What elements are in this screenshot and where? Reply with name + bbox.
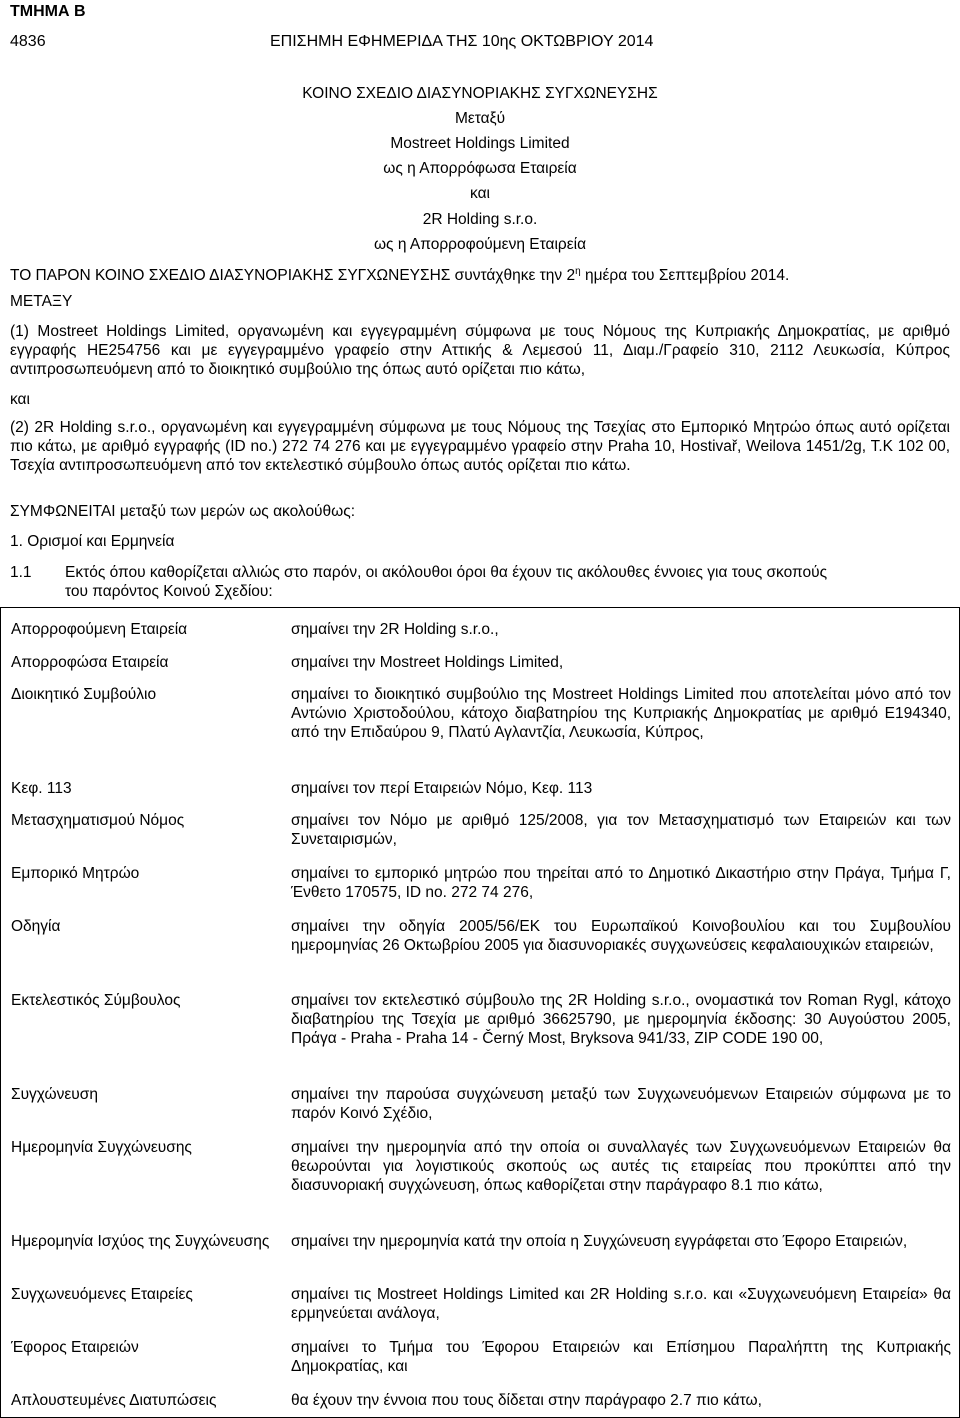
definition-meaning: σημαίνει την παρούσα συγχώνευση μεταξύ των Συγχωνευόμενων Εταιρειών σύμφωνα με το παρόν Κοινό Σχέδιο, [291, 1086, 951, 1122]
definition-term: Εκτελεστικός Σύμβουλος [11, 992, 181, 1009]
party-1: (1) Mostreet Holdings Limited, οργανωμένη και εγγεγραμμένη σύμφωνα με τους Νόμους της Κυπριακής Δημοκρατίας, με αριθμό εγγραφής ΗΕ254756 και με εγγεγραμμένο γραφείο στην Αττικής & Λεμεσού 11, Διαμ./Γραφείο 310, 2112 Λευκωσία, Κύπρος αντιπροσωπευόμενη από το διοικητικό συμβούλιο της όπως αυτό ορίζεται πιο κάτω, [10, 323, 950, 378]
definition-meaning: σημαίνει το εμπορικό μητρώο που τηρείται από το Δημοτικό Δικαστήριο στην Πράγα, Τμήμα Γ, Ένθετο 170575, ID no. 272 74 276, [291, 865, 951, 901]
absorbing-company-role: ως η Απορρόφωσα Εταιρεία [383, 160, 577, 177]
gazette-title: ΕΠΙΣΗΜΗ ΕΦΗΜΕΡΙΔΑ ΤΗΣ 10ης ΟΚΤΩΒΡΙΟΥ 2014 [270, 33, 654, 50]
definition-meaning: σημαίνει την ημερομηνία από την οποία οι συναλλαγές των Συγχωνευόμενων Εταιρειών θα θεωρούνται για λογιστικούς σκοπούς ως αυτές τις εταιρείας που προκύπτει από την διασυνοριακή συγχώνευση, όπως καθορίζεται στην παράγραφο 8.1 πιο κάτω, [291, 1139, 951, 1194]
definition-term: Εμπορικό Μητρώο [11, 865, 140, 882]
definition-meaning: σημαίνει το Τμήμα του Έφορου Εταιρειών και Επίσημου Παραλήπτη της Κυπριακής Δημοκρατίας, και [291, 1339, 951, 1375]
between-label: Μεταξύ [454, 110, 506, 127]
definition-meaning: σημαίνει την 2R Holding s.r.o., [291, 621, 499, 638]
absorbed-company-name: 2R Holding s.r.o. [422, 211, 538, 228]
agreement-statement: ΣΥΜΦΩΝΕΙΤΑΙ μεταξύ των μερών ως ακολούθως: [10, 503, 356, 520]
section-heading: 1. Ορισμοί και Ερμηνεία [10, 533, 175, 550]
clause-text-line-1: Εκτός όπου καθορίζεται αλλιώς στο παρόν, οι ακόλουθοι όροι θα έχουν τις ακόλουθες έννοιες για τους σκοπούς [65, 564, 828, 581]
definition-meaning: σημαίνει τον περί Εταιρειών Νόμο, Κεφ. 113 [291, 780, 593, 797]
definition-term: Έφορος Εταιρειών [11, 1339, 139, 1356]
party-2: (2) 2R Holding s.r.o., οργανωμένη και εγγεγραμμένη σύμφωνα με τους Νόμους της Τσεχίας στο Εμπορικό Μητρώο όπως αυτό ορίζεται πιο κάτω, με αριθμό εγγραφής (ID no.) 272 74 276 και με εγγεγραμμένο γραφείο στην Praha 10, Hostivař, Weilova 1451/2g, T.K 102 00, Τσεχία αντιπροσωπευόμενη από τον εκτελεστικό σύμβουλο όπως αυτός ορίζεται πιο κάτω. [10, 419, 950, 474]
absorbing-company-name: Mostreet Holdings Limited [390, 135, 570, 152]
plan-title: ΚΟΙΝΟ ΣΧΕΔΙΟ ΔΙΑΣΥΝΟΡΙΑΚΗΣ ΣΥΓΧΩΝΕΥΣΗΣ [302, 85, 658, 102]
definition-term: Διοικητικό Συμβούλιο [11, 686, 157, 703]
definition-term: Ημερομηνία Ισχύος της Συγχώνευσης [11, 1233, 270, 1250]
parties-and: και [10, 391, 30, 408]
definition-meaning: θα έχουν την έννοια που τους δίδεται στην παράγραφο 2.7 πιο κάτω, [291, 1392, 762, 1409]
definition-meaning: σημαίνει τις Mostreet Holdings Limited και 2R Holding s.r.o. και «Συγχωνευόμενη Εταιρεία» θα ερμηνεύεται ανάλογα, [291, 1286, 951, 1322]
clause-text-line-2: του παρόντος Κοινού Σχεδίου: [65, 583, 273, 600]
definition-meaning: σημαίνει την ημερομηνία κατά την οποία η Συγχώνευση εγγράφεται στο Έφορο Εταιρειών, [291, 1233, 908, 1250]
definition-term: Συγχώνευση [11, 1086, 98, 1103]
definition-term: Ημερομηνία Συγχώνευσης [11, 1139, 192, 1156]
definition-term: Κεφ. 113 [11, 780, 72, 797]
definition-meaning: σημαίνει την οδηγία 2005/56/ΕΚ του Ευρωπαϊκού Κοινοβουλίου και του Συμβουλίου ημερομηνίας 26 Οκτωβρίου 2005 για διασυνοριακές συγχωνεύσεις κεφαλαιουχικών εταιρειών, [291, 918, 951, 954]
and-label: και [470, 185, 490, 202]
definition-meaning: σημαίνει τον Νόμο με αριθμό 125/2008, για τον Μετασχηματισμό των Εταιρειών και των Συνεταιρισμών, [291, 812, 951, 848]
definition-term: Οδηγία [11, 918, 61, 935]
definition-term: Απορροφώσα Εταιρεία [11, 654, 169, 671]
definition-meaning: σημαίνει την Mostreet Holdings Limited, [291, 654, 564, 671]
definitions-table [0, 607, 960, 1418]
definition-term: Συγχωνευόμενες Εταιρείες [11, 1286, 193, 1303]
section-label: ΤΜΗΜΑ Β [10, 3, 86, 20]
definition-meaning: σημαίνει το διοικητικό συμβούλιο της Mostreet Holdings Limited που αποτελείται μόνο από τον Αντώνιο Χριστοδούλου, κάτοχο διαβατηρίου της Κυπριακής Δημοκρατίας με αριθμό Ε194340, από την Επιδαύρου 9, Πλατύ Αγλαντζία, Λευκωσία, Κύπρος, [291, 686, 951, 741]
intro-sentence: ΤΟ ΠΑΡΟΝ ΚΟΙΝΟ ΣΧΕΔΙΟ ΔΙΑΣΥΝΟΡΙΑΚΗΣ ΣΥΓΧΩΝΕΥΣΗΣ συντάχθηκε την $2^\eta$ ημέρα του Σεπτεμβρίου 2014. [10, 265, 790, 284]
definition-term: Απλουστευμένες Διατυπώσεις [11, 1392, 217, 1409]
definition-meaning: σημαίνει τον εκτελεστικό σύμβουλο της 2R Holding s.r.o., ονομαστικά τον Roman Rygl, κάτοχο διαβατηρίου της Τσεχία με αριθμό 36625790, με ημερομηνία έκδοσης: 30 Αυγούστου 2005, Πράγα - Praha - Praha 14 - Černý Most, Bryksova 941/33, ZIP CODE 190 00, [291, 992, 951, 1047]
absorbed-company-role: ως η Απορροφούμενη Εταιρεία [373, 236, 587, 253]
clause-number: 1.1 [10, 564, 32, 581]
definition-term: Απορροφούμενη Εταιρεία [11, 621, 188, 638]
definition-term: Μετασχηματισμού Νόμος [11, 812, 185, 829]
page-number: 4836 [10, 33, 46, 50]
between-caps: ΜΕΤΑΞΥ [10, 293, 73, 310]
